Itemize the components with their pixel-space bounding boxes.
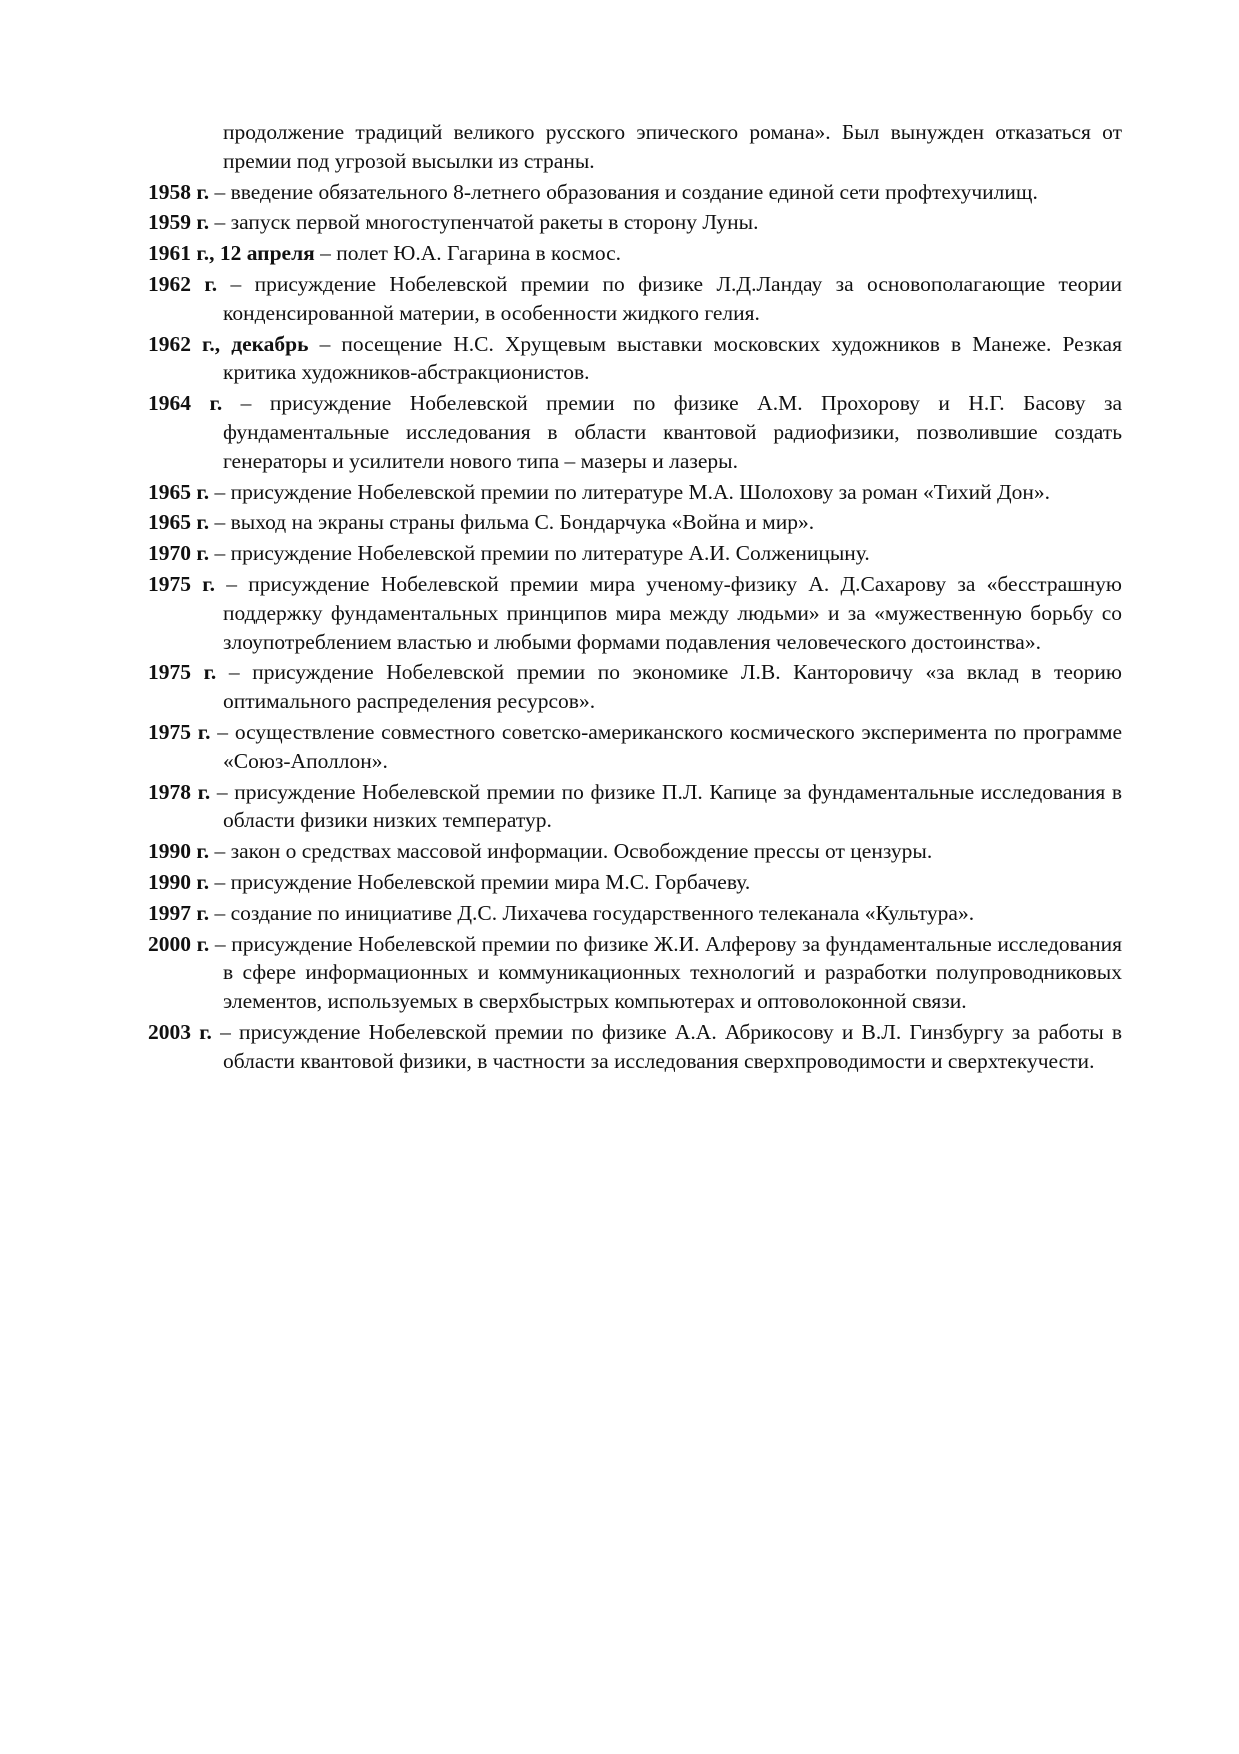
timeline-entry [148,270,1122,328]
entry-text: – присуждение Нобелевской премии по физике А.М. Прохорову и Н.Г. Басову за фундаментальные исследования в области квантовой радиофизики, позволившие создать генераторы и усилители нового типа – мазеры и лазеры. [222,391,1122,473]
timeline-entry [148,658,1122,716]
entry-date: 1990 г. [148,839,210,864]
timeline-entry [148,899,1122,928]
entry-text: – создание по инициативе Д.С. Лихачева государственного телеканала «Культура». [209,900,975,925]
entry-text: – присуждение Нобелевской премии по литературе М.А. Шолохову за роман «Тихий Дон». [209,479,1051,504]
timeline-entry [148,1018,1122,1076]
timeline-entry [148,208,1122,237]
entry-date: 1961 г., 12 апреля [148,241,315,266]
timeline-entry [148,539,1122,568]
entry-date: 1997 г. [148,900,210,925]
entry-text: – присуждение Нобелевской премии мира М.С. Горбачеву. [209,869,751,894]
entry-date: 1975 г. [148,660,217,685]
timeline-entry [148,330,1122,388]
timeline-entry [148,570,1122,656]
timeline-entry [148,478,1122,507]
entry-date: 1964 г. [148,391,223,416]
timeline-list [148,178,1122,1076]
entry-date: 1990 г. [148,869,210,894]
entry-date: 1970 г. [148,541,210,566]
entry-text: – присуждение Нобелевской премии мира ученому-физику А. Д.Сахарову за «бесстрашную поддержку фундаментальных принципов мира между людьми» и за «мужественную борьбу со злоупотреблением властью и любыми формами подавления человеческого достоинства». [214,571,1122,654]
entry-date: 1975 г. [148,571,215,596]
entry-text: – присуждение Нобелевской премии по физике Л.Д.Ландау за основополагающие теории конденсированной материи, в особенности жидкого гелия. [217,271,1122,325]
entry-date: 1959 г. [148,210,210,235]
entry-date: 1978 г. [148,779,211,804]
entry-text: – полет Ю.А. Гагарина в космос. [314,241,622,266]
entry-date: 1965 г. [148,479,210,504]
timeline-entry [148,178,1122,207]
entry-text: – присуждение Нобелевской премии по литературе А.И. Солженицыну. [209,541,870,566]
document-page [148,118,1122,1078]
entry-date: 2003 г. [148,1019,212,1044]
entry-date: 1962 г. [148,271,218,296]
entry-date: 1958 г. [148,179,210,204]
timeline-entry [148,778,1122,836]
entry-date: 1962 г., декабрь [148,331,309,356]
timeline-entry [148,239,1122,268]
timeline-entry [148,930,1122,1016]
entry-text: – присуждение Нобелевской премии по физике Ж.И. Алферову за фундаментальные исследования в сфере информационных и коммуникационных технологий и разработки полупроводниковых элементов, используемых в сверхбыстрых компьютерах и оптоволоконной связи. [209,931,1122,1014]
entry-text: – осуществление совместного советско-американского космического эксперимента по программе «Союз-Аполлон». [210,719,1122,773]
timeline-entry [148,837,1122,866]
entry-text: – закон о средствах массовой информации. Освобождение прессы от цензуры. [209,839,933,864]
entry-text: – запуск первой многоступенчатой ракеты в сторону Луны. [209,210,759,235]
entry-text: – выход на экраны страны фильма С. Бондарчука «Война и мир». [209,510,815,535]
entry-text: – посещение Н.С. Хрущевым выставки московских художников в Манеже. Резкая критика художников-абстракционистов. [223,331,1122,385]
entry-date: 2000 г. [148,931,210,956]
entry-date: 1975 г. [148,719,211,744]
entry-text: – присуждение Нобелевской премии по физике А.А. Абрикосову и В.Л. Гинзбургу за работы в области квантовой физики, в частности за исследования сверхпроводимости и сверхтекучести. [211,1019,1123,1073]
entry-text: – введение обязательного 8-летнего образования и создание единой сети профтехучилищ. [209,179,1038,204]
timeline-entry [148,389,1122,475]
timeline-entry [148,508,1122,537]
entry-date: 1965 г. [148,510,210,535]
continuation-paragraph: продолжение традиций великого русского эпического романа». Был вынужден отказаться от премии под угрозой высылки из страны. [223,120,1122,173]
entry-text: – присуждение Нобелевской премии по физике П.Л. Капице за фундаментальные исследования в области физики низких температур. [210,779,1122,833]
timeline-entry [148,718,1122,776]
timeline-entry [148,868,1122,897]
entry-text: – присуждение Нобелевской премии по экономике Л.В. Канторовичу «за вклад в теорию оптимального распределения ресурсов». [216,660,1122,714]
